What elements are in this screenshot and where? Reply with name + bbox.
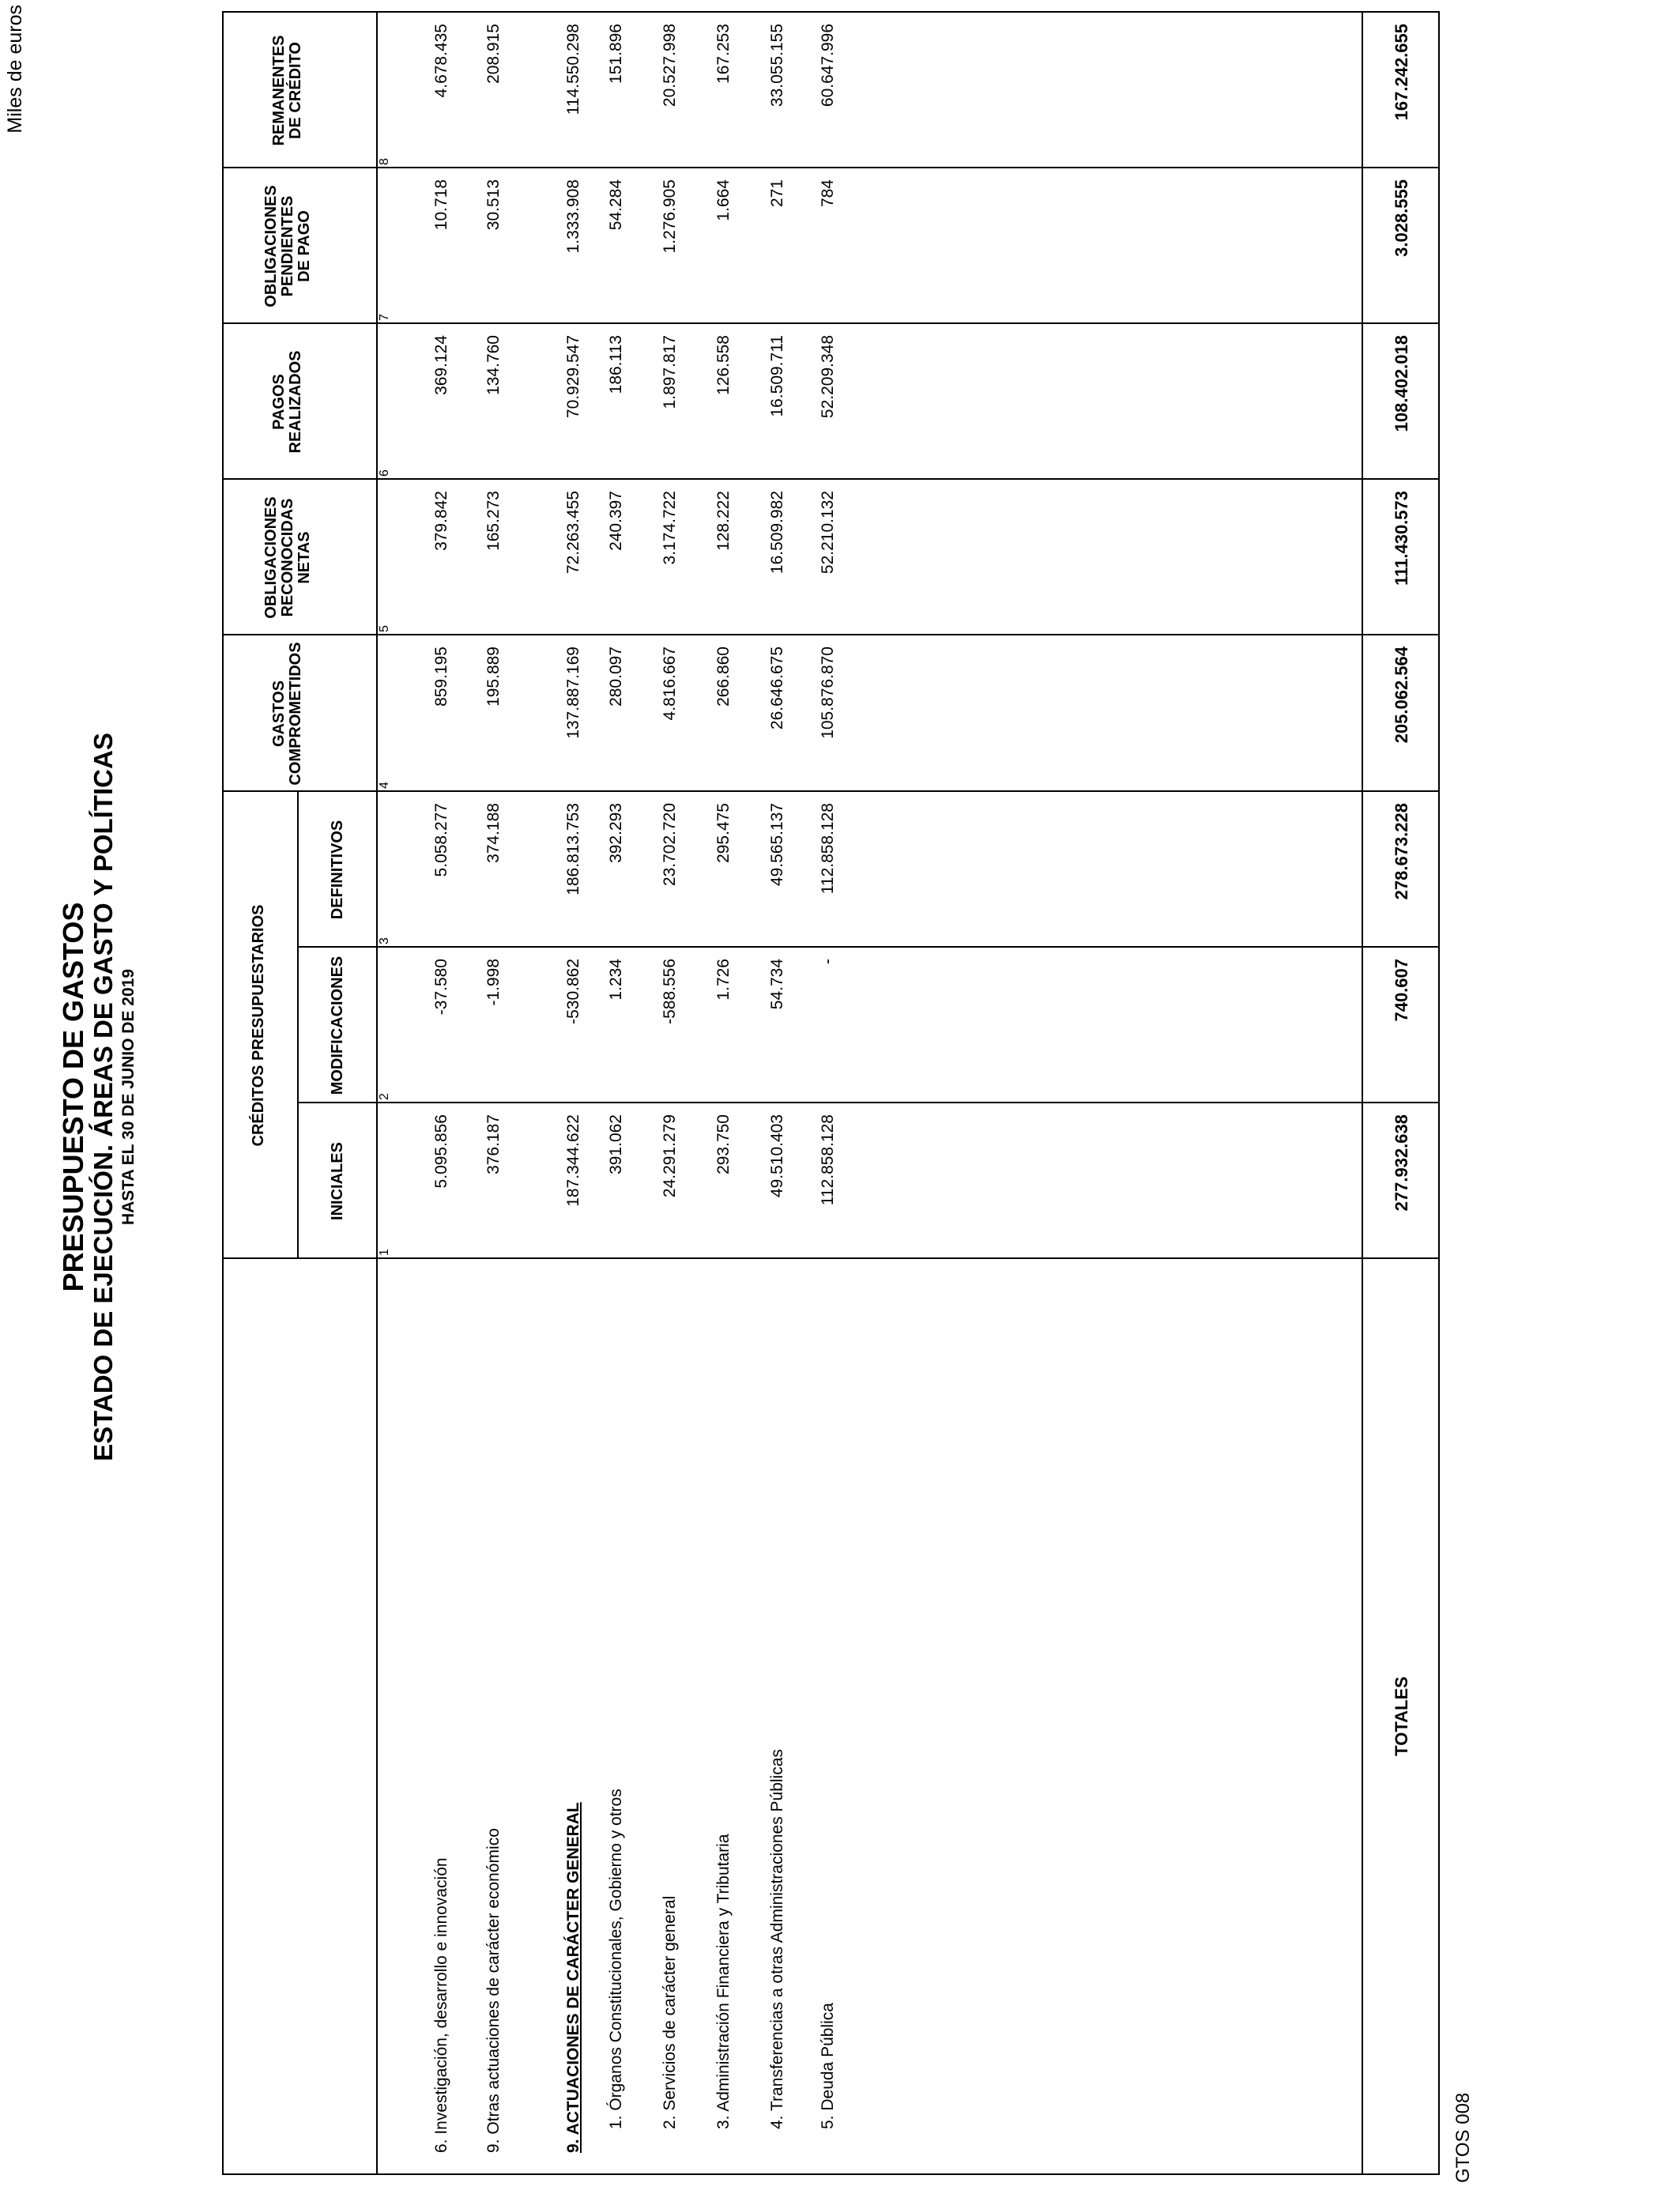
row-value: 374.188	[484, 803, 503, 863]
row-value: 4.816.667	[661, 647, 679, 721]
row-value: 30.513	[484, 179, 503, 231]
row-value: 49.565.137	[768, 803, 786, 887]
report-period: HASTA EL 30 DE JUNIO DE 2019	[119, 968, 137, 1226]
row-label: 4. Transferencias a otras Administraciones Públicas	[768, 1749, 786, 2129]
header-line: NETAS	[296, 531, 313, 584]
row-value: 271	[768, 179, 786, 208]
header-line: DE CRÉDITO	[287, 42, 304, 139]
row-value: 33.055.155	[768, 24, 786, 107]
row-value: 54.734	[768, 959, 786, 1010]
row-value: 167.253	[714, 24, 733, 84]
row-value: 186.113	[607, 335, 625, 394]
header-line: OBLIGACIONES	[262, 185, 280, 307]
row-value: 369.124	[432, 335, 450, 395]
row-value: 1.897.817	[661, 335, 679, 409]
column-number: 6	[378, 469, 391, 477]
row-value: 1.234	[607, 959, 625, 1001]
row-value: 114.550.298	[564, 24, 582, 115]
row-label: 9. Otras actuaciones de carácter económico	[484, 1828, 503, 2153]
header-line: GASTOS	[270, 680, 288, 748]
row-value: 105.876.870	[819, 647, 837, 739]
row-value: -1.998	[484, 959, 503, 1006]
row-value: 187.344.622	[564, 1114, 582, 1207]
totals-value: 740.607	[1392, 959, 1411, 1022]
report-code: GTOS 008	[1452, 2092, 1474, 2183]
units-label: Miles de euros	[4, 5, 26, 134]
report-subtitle: ESTADO DE EJECUCIÓN. ÁREAS DE GASTO Y POLÍTICAS	[89, 733, 118, 1461]
header-line: COMPROMETIDOS	[287, 642, 304, 786]
row-value: 151.896	[607, 24, 625, 84]
row-value: 60.647.996	[819, 24, 837, 107]
header-line: REMANENTES	[270, 35, 288, 146]
row-label: 6. Investigación, desarrollo e innovación	[432, 1857, 450, 2153]
row-value: 3.174.722	[661, 491, 679, 565]
row-value: 165.273	[484, 491, 503, 551]
row-value: 391.062	[607, 1114, 625, 1174]
row-value: 23.702.720	[661, 803, 679, 887]
totals-value: 108.402.018	[1392, 335, 1411, 432]
row-value: 1.333.908	[564, 179, 582, 254]
row-value: -588.556	[661, 959, 679, 1024]
row-value: 186.813.753	[564, 803, 582, 895]
row-value: 137.887.169	[564, 647, 582, 739]
row-value: 1.276.905	[661, 179, 679, 254]
totals-value: 167.242.655	[1392, 24, 1411, 121]
row-value: 134.760	[484, 335, 503, 395]
column-number: 5	[378, 625, 391, 632]
row-label: 2. Servicios de carácter general	[661, 1895, 679, 2129]
row-value: 280.097	[607, 647, 625, 707]
row-value: 5.095.856	[432, 1114, 450, 1189]
row-value: 112.858.128	[819, 1114, 837, 1206]
header-line: MODIFICACIONES	[329, 956, 346, 1095]
row-value: 379.842	[432, 491, 450, 551]
row-value: 293.750	[714, 1114, 733, 1174]
report-title: PRESUPUESTO DE GASTOS	[57, 902, 89, 1292]
row-value: -37.580	[432, 959, 450, 1016]
header-line: DE PAGO	[296, 210, 313, 282]
row-value: 859.195	[432, 647, 450, 707]
row-value: -530.862	[564, 959, 582, 1024]
row-value: 112.858.128	[819, 803, 837, 895]
column-number: 3	[378, 937, 391, 944]
column-number: 8	[378, 158, 391, 165]
row-value: 16.509.711	[768, 335, 786, 417]
row-value: 52.210.132	[819, 491, 837, 575]
column-number: 1	[378, 1249, 391, 1256]
row-value: 16.509.982	[768, 491, 786, 575]
totals-value: 277.932.638	[1392, 1114, 1411, 1212]
row-value: 10.718	[432, 179, 450, 231]
column-number: 7	[378, 314, 391, 321]
header-line: DEFINITIVOS	[329, 820, 346, 920]
row-value: 72.263.455	[564, 491, 582, 575]
row-value: 5.058.277	[432, 803, 450, 877]
row-value: 392.293	[607, 803, 625, 863]
totals-label: TOTALES	[1392, 1676, 1411, 1756]
header-line: PENDIENTES	[279, 195, 296, 297]
row-value: 54.284	[607, 179, 625, 231]
row-value: 52.209.348	[819, 335, 837, 419]
row-label: 1. Órganos Constitucionales, Gobierno y otros	[607, 1789, 625, 2129]
row-value: 1.664	[714, 179, 733, 221]
row-value: -	[819, 959, 837, 964]
header-line: CRÉDITOS PRESUPUESTARIOS	[250, 904, 267, 1147]
row-value: 784	[819, 179, 837, 208]
header-line: REALIZADOS	[287, 350, 304, 454]
row-value: 295.475	[714, 803, 733, 863]
header-line: INICIALES	[329, 1142, 346, 1220]
column-number: 4	[378, 782, 391, 789]
totals-value: 111.430.573	[1392, 491, 1411, 586]
row-value: 70.929.547	[564, 335, 582, 419]
row-label: 3. Administración Financiera y Tributaria	[714, 1834, 733, 2129]
row-value: 208.915	[484, 24, 503, 84]
row-value: 376.187	[484, 1114, 503, 1174]
totals-value: 3.028.555	[1392, 179, 1411, 257]
totals-value: 278.673.228	[1392, 803, 1411, 900]
row-value: 266.860	[714, 647, 733, 707]
row-value: 26.646.675	[768, 647, 786, 730]
row-value: 24.291.279	[661, 1114, 679, 1198]
header-line: OBLIGACIONES	[262, 496, 280, 619]
row-label: 9. ACTUACIONES DE CARÁCTER GENERAL	[564, 1802, 582, 2153]
row-value: 240.397	[607, 491, 625, 551]
row-value: 1.726	[714, 959, 733, 1001]
row-label: 5. Deuda Pública	[819, 2003, 837, 2129]
header-line: PAGOS	[270, 374, 288, 430]
row-value: 4.678.435	[432, 24, 450, 98]
row-value: 20.527.998	[661, 24, 679, 107]
totals-value: 205.062.564	[1392, 647, 1411, 744]
row-value: 126.558	[714, 335, 733, 395]
header-line: RECONOCIDAS	[279, 498, 296, 617]
row-value: 49.510.403	[768, 1114, 786, 1198]
row-value: 128.222	[714, 491, 733, 551]
column-number: 2	[378, 1093, 391, 1100]
row-value: 195.889	[484, 647, 503, 707]
table-grid	[222, 11, 1440, 2175]
